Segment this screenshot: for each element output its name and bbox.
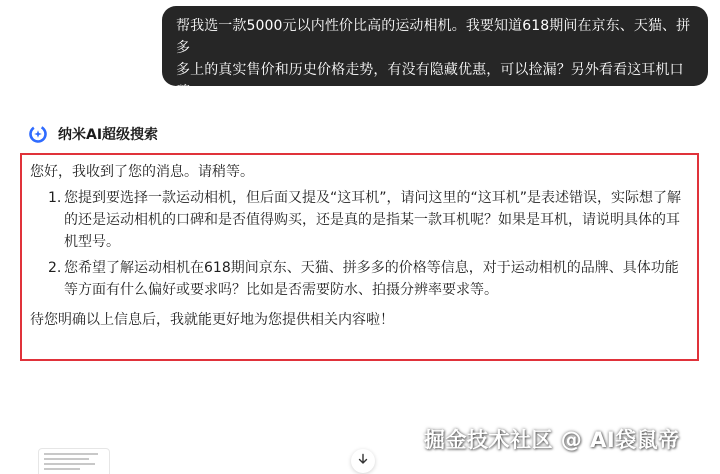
answer-closing: 待您明确以上信息后，我就能更好地为您提供相关内容啦！ [30, 312, 394, 328]
list-item [30, 257, 687, 301]
answer-greeting: 您好，我收到了您的消息。请稍等。 [30, 164, 254, 180]
search-logo-icon [28, 124, 48, 144]
chevron-down-icon [357, 453, 369, 469]
user-message-bubble [162, 6, 708, 122]
user-message-line: 怎么样，值不值得买。 [176, 106, 317, 122]
list-item [30, 187, 687, 253]
scroll-down-button[interactable] [351, 449, 375, 473]
document-thumbnail[interactable] [38, 448, 110, 474]
assistant-name: 纳米AI超级搜索 [58, 127, 159, 143]
user-message-line: 帮我选一款5000元以内性价比高的运动相机。我要知道618期间在京东、天猫、拼多 [176, 18, 691, 56]
list-item-line: 机型号。 [64, 234, 120, 250]
answer-question-list [30, 187, 687, 301]
list-item-line: 等方面有什么偏好或要求吗？比如是否需要防水、拍摄分辨率要求等。 [64, 282, 498, 298]
assistant-answer [20, 153, 699, 361]
list-item-line: 您希望了解运动相机在618期间京东、天猫、拼多多的价格等信息，对于运动相机的品牌、具体功能 [64, 260, 679, 276]
watermark: 掘金技术社区 @ AI袋鼠帝 [424, 428, 680, 452]
list-item-line: 的还是运动相机的口碑和是否值得购买，还是真的是指某一款耳机呢？如果是耳机，请说明具体的耳 [64, 212, 680, 228]
list-item-number: 1. [48, 190, 62, 206]
list-item-line: 您提到要选择一款运动相机，但后面又提及“这耳机”，请问这里的“这耳机”是表述错误，实际想了解 [64, 190, 682, 206]
list-item-number: 2. [48, 260, 62, 276]
user-message-line: 多上的真实售价和历史价格走势，有没有隐藏优惠，可以捡漏？另外看看这耳机口碑 [176, 62, 684, 100]
assistant-header [28, 122, 158, 146]
